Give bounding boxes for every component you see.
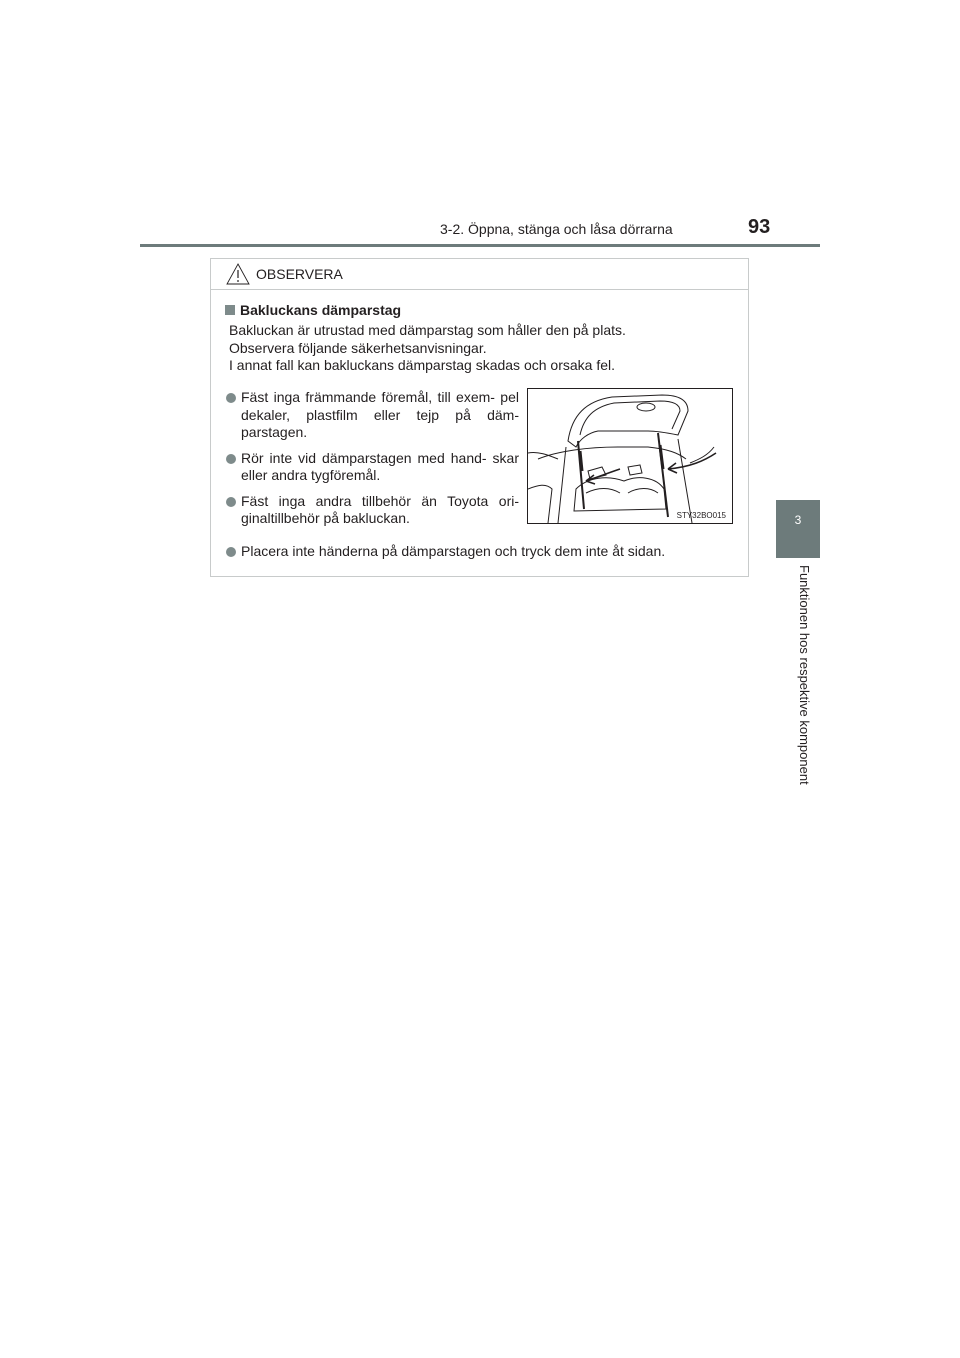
bullet-dot-icon: [226, 393, 236, 403]
subsection-heading-text: Bakluckans dämparstag: [240, 302, 402, 318]
square-bullet-icon: [225, 305, 235, 315]
notice-title: OBSERVERA: [256, 266, 343, 282]
list-item-text: Fäst inga andra tillbehör än Toyota ori- ginaltillbehör på bakluckan.: [241, 492, 519, 526]
chapter-tab: [776, 500, 820, 558]
bullet-dot-icon: [226, 547, 236, 557]
last-bullet: [225, 543, 665, 559]
notice-header: [211, 259, 748, 290]
header-divider: [140, 244, 820, 247]
notice-box: [210, 258, 749, 577]
bullet-list: [225, 389, 519, 536]
chapter-number: 3: [794, 513, 802, 527]
intro-line: Bakluckan är utrustad med dämparstag som håller den på plats.: [229, 322, 626, 338]
page-number: 93: [748, 216, 771, 238]
list-item-text: Placera inte händerna på dämparstagen och tryck dem inte åt sidan.: [241, 543, 666, 559]
list-item: [225, 450, 519, 485]
list-item-text: Fäst inga främmande föremål, till exem- pel dekaler, plastfilm eller tejp på däm- parstagen.: [241, 389, 519, 440]
intro-line: Observera följande säkerhetsanvisningar.: [229, 339, 487, 356]
list-item: [225, 493, 519, 528]
figure-code: STY32BO015: [676, 511, 726, 520]
intro-paragraph: [229, 322, 729, 375]
list-item-text: Rör inte vid dämparstagen med hand- skar eller andra tygföremål.: [241, 449, 519, 483]
list-item: [225, 543, 665, 559]
tailgate-strut-illustration: [527, 388, 733, 524]
bullet-dot-icon: [226, 497, 236, 507]
warning-triangle-icon: [225, 262, 251, 286]
intro-line: I annat fall kan bakluckans dämparstag skadas och orsaka fel.: [229, 357, 615, 373]
bullet-dot-icon: [226, 454, 236, 464]
subsection-heading: [225, 302, 401, 318]
chapter-label: Funktionen hos respektive komponent: [797, 565, 812, 785]
tailgate-drawing: [528, 389, 732, 523]
list-item: [225, 389, 519, 442]
section-title: 3-2. Öppna, stänga och låsa dörrarna: [440, 221, 673, 237]
